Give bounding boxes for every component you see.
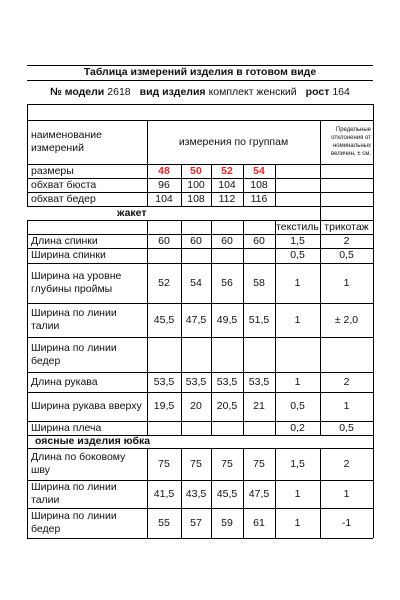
grid-line [27, 538, 373, 539]
jacket-row-knit: 1 [343, 400, 350, 412]
jacket-row-value: 54 [190, 276, 202, 289]
sizes-row-value: 50 [190, 164, 202, 177]
grid-line [320, 178, 321, 192]
jacket-row-value: 60 [190, 234, 202, 247]
hips-row-label: обхват бедер [31, 192, 96, 205]
jacket-section-label: жакет [117, 206, 147, 219]
grid-line [373, 448, 374, 480]
jacket-row-value: 20,5 [216, 400, 238, 412]
grid-line [373, 206, 374, 220]
knit-column-label: трикотаж [324, 220, 369, 233]
height-label: рост [305, 85, 330, 98]
grid-line [275, 178, 276, 192]
header-name-label: наименование измерений [31, 129, 103, 154]
grid-line [373, 421, 374, 435]
grid-line [373, 263, 374, 303]
skirt-row-textile: 1,5 [290, 457, 305, 470]
jacket-row-value: 21 [253, 400, 265, 412]
grid-line [373, 164, 374, 178]
table-title: Таблица измерений изделия в готовом виде [83, 66, 317, 78]
skirt-row-value: 75 [158, 457, 170, 470]
model-value: 2618 [107, 85, 131, 98]
grid-line [320, 164, 321, 178]
jacket-row-textile: 0,5 [290, 249, 305, 261]
sizes-row-label: размеры [31, 164, 74, 177]
hips-row-value: 112 [218, 192, 236, 205]
bust-row-value: 104 [218, 178, 236, 191]
jacket-row-value [181, 337, 211, 372]
jacket-row-label: Ширина спинки [31, 249, 106, 261]
jacket-row-knit: 2 [343, 234, 350, 247]
jacket-row-value: 53,5 [216, 375, 238, 388]
sizes-row-value: 52 [221, 164, 233, 177]
hips-row-value: 104 [155, 192, 173, 205]
skirt-row-label: Ширина по линии бедер [31, 510, 117, 535]
jacket-row-value: 60 [158, 234, 170, 247]
bust-row-value: 100 [187, 178, 205, 191]
skirt-row-value: 75 [221, 457, 233, 470]
jacket-row-value [243, 337, 275, 372]
skirt-row-value: 57 [190, 516, 202, 529]
jacket-row-value: 45,5 [153, 313, 175, 326]
hips-row-value: 108 [187, 192, 205, 205]
model-label: № модели [50, 85, 105, 98]
grid-line [243, 220, 244, 234]
jacket-row-knit: ± 2,0 [334, 313, 359, 326]
jacket-row-value [211, 337, 243, 372]
jacket-row-value: 52 [158, 276, 170, 289]
jacket-row-value: 20 [190, 400, 202, 412]
jacket-row-value [181, 421, 211, 435]
jacket-row-value: 19,5 [153, 400, 175, 412]
skirt-row-value: 55 [158, 516, 170, 529]
jacket-row-value: 60 [221, 234, 233, 247]
jacket-row-knit: 0,5 [339, 249, 354, 261]
model-line [27, 80, 373, 104]
grid-line [275, 164, 276, 178]
grid-line [373, 480, 374, 508]
grid-line [211, 220, 212, 234]
bust-row-value: 96 [158, 178, 170, 191]
jacket-row-value [211, 248, 243, 263]
jacket-row-label: Ширина по линии бедер [31, 341, 117, 367]
sizes-row-value: 54 [253, 164, 265, 177]
skirt-row-label: Ширина по линии талии [31, 481, 117, 506]
grid-line [373, 104, 374, 164]
grid-line [147, 220, 148, 234]
skirt-row-value: 59 [221, 516, 233, 529]
grid-line [373, 220, 374, 234]
grid-line [181, 220, 182, 234]
jacket-row-value: 49,5 [216, 313, 238, 326]
skirt-row-value: 75 [190, 457, 202, 470]
skirt-row-knit: 2 [343, 457, 350, 470]
textile-column-label: текстиль [276, 220, 319, 233]
jacket-row-label: Длина спинки [31, 234, 98, 247]
grid-line [320, 192, 321, 206]
grid-line [320, 206, 321, 220]
jacket-row-knit: 1 [343, 276, 350, 289]
jacket-row-value [243, 421, 275, 435]
grid-line [373, 234, 374, 248]
skirt-row-value: 43,5 [185, 487, 207, 500]
skirt-row-textile: 1 [294, 487, 301, 500]
type-value: комплект женский [208, 85, 297, 98]
skirt-row-knit: -1 [341, 516, 352, 529]
jacket-row-value: 53,5 [248, 375, 270, 388]
skirt-row-label: Длина по боковому шву [31, 451, 126, 476]
jacket-row-label: Ширина на уровне глубины проймы [31, 270, 122, 295]
grid-line [373, 337, 374, 372]
jacket-row-knit: 0,5 [339, 421, 354, 434]
jacket-row-value [147, 421, 181, 435]
grid-line [27, 220, 28, 234]
jacket-row-textile: 0,5 [290, 400, 305, 412]
jacket-row-label: Длина рукава [31, 375, 98, 388]
grid-line [373, 435, 374, 448]
grid-line [373, 392, 374, 421]
type-label: вид изделия [139, 85, 206, 98]
jacket-row-value [243, 248, 275, 263]
skirt-row-value: 61 [253, 516, 265, 529]
jacket-row-value: 53,5 [153, 375, 175, 388]
jacket-row-label: Ширина по линии талии [31, 307, 117, 332]
grid-line [27, 104, 373, 105]
skirt-row-textile: 1 [294, 516, 301, 529]
header-tolerance-label: Предельные отклонения от номинальных величин, ± см. [331, 127, 371, 157]
bust-row-label: обхват бюста [31, 178, 97, 191]
grid-line [373, 192, 374, 206]
skirt-row-knit: 1 [343, 487, 350, 500]
grid-line [373, 372, 374, 392]
jacket-row-value [147, 337, 181, 372]
hips-row-value: 116 [250, 192, 268, 205]
grid-line [373, 178, 374, 192]
sizes-row-value: 48 [158, 164, 170, 177]
height-value: 164 [332, 85, 350, 98]
grid-line [27, 435, 28, 448]
grid-line [373, 508, 374, 538]
jacket-row-value: 51,5 [248, 313, 270, 326]
skirt-row-value: 47,5 [248, 487, 270, 500]
bust-row-value: 108 [250, 178, 268, 191]
jacket-row-value [147, 248, 181, 263]
jacket-row-label: Ширина плеча [31, 421, 102, 434]
skirt-row-value: 45,5 [216, 487, 238, 500]
jacket-row-textile: 1,5 [290, 234, 305, 247]
jacket-row-knit: 2 [343, 375, 350, 388]
jacket-row-value: 60 [253, 234, 265, 247]
jacket-row-textile: 0,2 [290, 421, 305, 434]
jacket-row-textile: 1 [294, 276, 301, 289]
jacket-row-value: 56 [221, 276, 233, 289]
jacket-row-label: Ширина рукава вверху [31, 400, 142, 412]
jacket-row-value: 53,5 [185, 375, 207, 388]
jacket-row-value [211, 421, 243, 435]
jacket-row-value: 58 [253, 276, 265, 289]
jacket-row-textile: 1 [294, 375, 301, 388]
skirt-section-label: оясные изделия юбка [35, 435, 151, 447]
grid-line [373, 248, 374, 263]
header-groups-label: измерения по группам [178, 135, 289, 148]
jacket-row-value [181, 248, 211, 263]
skirt-row-value: 75 [253, 457, 265, 470]
grid-line [275, 192, 276, 206]
jacket-row-knit [320, 337, 373, 372]
jacket-row-value: 47,5 [185, 313, 207, 326]
jacket-row-textile: 1 [294, 313, 301, 326]
jacket-row-textile [275, 337, 320, 372]
skirt-row-value: 41,5 [153, 487, 175, 500]
grid-line [373, 303, 374, 337]
